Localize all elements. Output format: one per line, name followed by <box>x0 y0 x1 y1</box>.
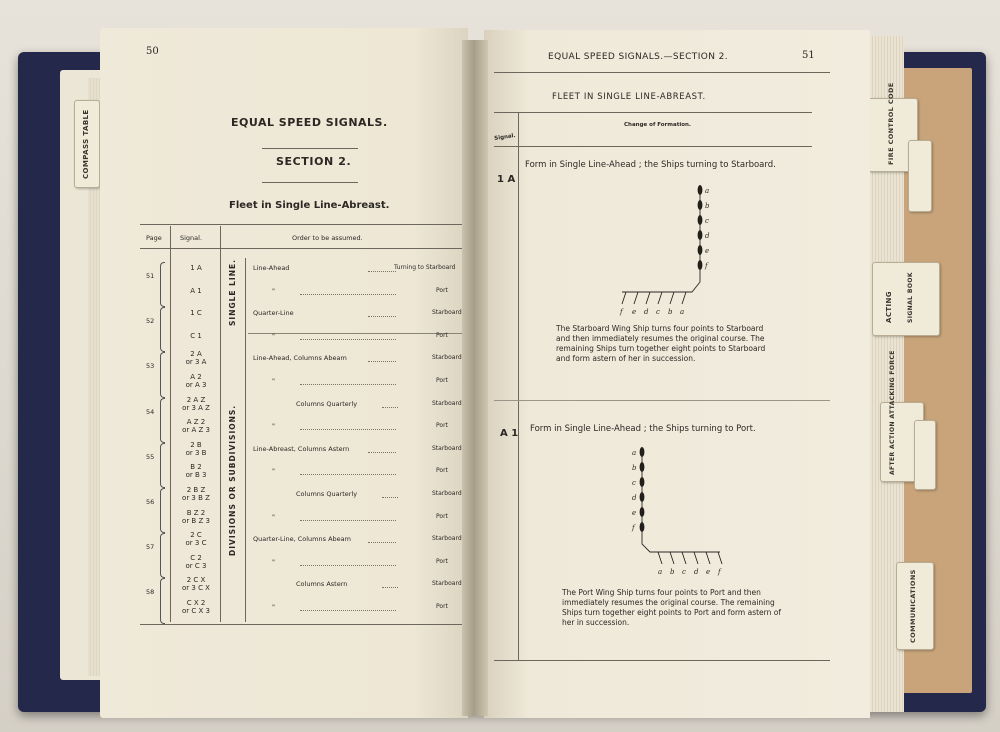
row-pair-brace <box>160 262 165 307</box>
column-rule <box>245 258 246 622</box>
dot-leader <box>300 429 396 430</box>
rule <box>262 182 358 183</box>
page-ref-cell: 58 <box>146 588 155 597</box>
track-line <box>622 186 700 292</box>
order-cell: " <box>272 331 275 340</box>
dot-leader <box>368 452 396 453</box>
track-line <box>642 448 720 552</box>
table-top-rule <box>140 224 462 225</box>
signal-cell: 2 C X or 3 C X <box>182 576 210 593</box>
page-ref-cell: 54 <box>146 407 155 416</box>
entry-heading: Form in Single Line-Ahead ; the Ships turning to Port. <box>530 424 756 434</box>
dot-leader <box>300 474 396 475</box>
signal-column-header: Signal. <box>494 133 517 142</box>
left-page <box>100 28 468 718</box>
table-header-rule <box>140 248 462 249</box>
track-line <box>718 552 722 564</box>
tab-communications[interactable] <box>896 562 934 650</box>
order-cell: Columns Quarterly <box>296 399 358 408</box>
track-line <box>706 552 710 564</box>
page-subtitle: Fleet in Single Line-Abreast. <box>229 200 390 211</box>
order-cell: Quarter-Line <box>253 309 294 318</box>
row-pair-brace <box>160 398 165 443</box>
rule <box>494 112 812 113</box>
signal-cell: A Z 2 or A Z 3 <box>182 418 210 435</box>
dot-leader <box>300 610 396 611</box>
row-pair-brace <box>160 533 165 578</box>
ship-label: f <box>620 308 623 316</box>
column-rule <box>220 226 221 622</box>
column-rule <box>170 226 171 622</box>
ship-label: c <box>705 217 709 225</box>
ship-label: c <box>656 308 660 316</box>
page-ref-cell: 56 <box>146 498 155 506</box>
tab-label: ACTING <box>885 291 893 323</box>
signal-cell: A 1 <box>190 286 202 295</box>
signal-cell: 2 B or 3 B <box>185 440 207 457</box>
turn-cell: Port <box>436 286 448 294</box>
order-cell: " <box>272 467 275 476</box>
ship-label: e <box>632 509 637 517</box>
turn-cell: Port <box>436 377 448 384</box>
signal-cell: C 2 or C 3 <box>185 553 207 570</box>
column-rule <box>518 113 519 661</box>
rule <box>494 146 812 147</box>
header-signal: Signal. <box>180 234 203 242</box>
dot-leader <box>382 407 398 408</box>
order-cell: " <box>272 557 275 566</box>
track-line <box>682 292 686 304</box>
signal-cell: B 2 or B 3 <box>185 463 207 480</box>
caption-line: and then immediately resumes the original course. The <box>556 334 765 343</box>
dot-leader <box>368 542 396 543</box>
ship-label: f <box>705 262 708 270</box>
entry-caption <box>556 324 765 364</box>
tab-label: AFTER ACTION ATTACKING FORCE <box>889 350 896 475</box>
turn-cell: Port <box>436 603 448 610</box>
dot-leader <box>300 339 396 340</box>
page-ref-cell: 52 <box>146 317 155 326</box>
track-line <box>670 552 674 564</box>
fleet-subheader: FLEET IN SINGLE LINE-ABREAST. <box>552 92 706 102</box>
signal-cell: 2 A or 3 A <box>185 350 207 367</box>
ship-label: b <box>668 308 673 316</box>
dot-leader <box>300 520 396 521</box>
signal-cell: 2 C or 3 C <box>185 531 207 548</box>
dot-leader <box>368 361 396 362</box>
order-cell: " <box>272 603 275 611</box>
ship-label: a <box>680 308 685 316</box>
ship-label: e <box>705 247 710 255</box>
signal-cell: 1 C <box>190 309 202 318</box>
page-number-right: 51 <box>802 50 815 61</box>
order-cell: Quarter-Line, Columns Abeam <box>253 535 351 544</box>
turn-cell: Port <box>436 467 448 475</box>
entry-heading: Form in Single Line-Ahead ; the Ships turning to Starboard. <box>525 160 776 170</box>
rule <box>494 660 830 661</box>
table-bottom-rule <box>140 624 462 625</box>
rule <box>262 148 358 149</box>
caption-line: remaining Ships turn together eight points to Starboard <box>556 344 766 353</box>
tab-small-2[interactable] <box>914 420 936 490</box>
page-number-left: 50 <box>146 46 159 57</box>
group-label-divisions: DIVISIONS OR SUBDIVISIONS. <box>228 404 237 556</box>
caption-line: Ships turn together eight points to Port and form astern of <box>562 608 781 617</box>
order-cell: " <box>272 377 275 385</box>
page-ref-cell: 57 <box>146 543 155 552</box>
turn-cell: Starboard <box>432 535 462 543</box>
section-title: SECTION 2. <box>276 155 352 168</box>
signal-cell: A 2 or A 3 <box>185 373 207 389</box>
dot-leader <box>300 294 396 295</box>
caption-line: her in succession. <box>562 618 630 627</box>
order-cell: " <box>272 286 275 295</box>
ship-label: d <box>694 568 699 576</box>
ship-label: d <box>632 494 637 502</box>
caption-line: The Starboard Wing Ship turns four points to Starboard <box>556 324 764 333</box>
tab-acting[interactable] <box>872 262 940 336</box>
turn-cell: Starboard <box>432 354 462 362</box>
order-cell: Line-Abreast, Columns Astern <box>253 444 350 453</box>
track-line <box>658 292 662 304</box>
tab-label: SIGNAL BOOK <box>907 272 914 323</box>
caption-line: immediately resumes the original course. The remaining <box>562 598 775 607</box>
row-pair-brace <box>160 352 165 397</box>
compass-table-tab[interactable] <box>74 100 100 188</box>
dot-leader <box>382 497 398 498</box>
ship-label: d <box>705 232 710 240</box>
ship-label: a <box>705 187 710 195</box>
ship-label: a <box>658 568 663 576</box>
page-ref-cell: 55 <box>146 452 155 461</box>
tab-small-1[interactable] <box>908 140 932 212</box>
group-label-single-line: SINGLE LINE. <box>228 259 237 326</box>
ship-label: c <box>682 568 686 576</box>
change-column-header: Change of Formation. <box>624 122 692 128</box>
ship-label: c <box>632 479 636 487</box>
turn-cell: Port <box>436 512 448 520</box>
ship-label: b <box>632 464 637 472</box>
turn-cell: Starboard <box>432 444 462 452</box>
ship-label: b <box>705 202 710 210</box>
row-pair-brace <box>160 578 165 623</box>
order-cell: Columns Astern <box>296 580 348 589</box>
row-pair-brace <box>160 443 165 488</box>
signal-cell: 2 B Z or 3 B Z <box>182 486 210 502</box>
row-pair-brace <box>160 488 165 533</box>
book-gutter <box>462 40 488 716</box>
turn-cell: Starboard <box>432 580 462 588</box>
header-page: Page <box>146 234 162 242</box>
header-order: Order to be assumed. <box>292 234 363 242</box>
dot-leader <box>300 565 396 566</box>
row-pair-brace <box>160 307 165 352</box>
caption-line: The Port Wing Ship turns four points to Port and then <box>562 588 761 597</box>
turn-cell: Port <box>436 331 448 339</box>
signal-cell: B Z 2 or B Z 3 <box>182 508 210 525</box>
tab-label: COMMUNICATIONS <box>909 569 917 643</box>
turn-cell: Turning to Starboard <box>394 264 456 271</box>
entry-signal: 1 A <box>497 174 516 185</box>
formation-diagram-starboard <box>600 180 730 320</box>
ship-label: e <box>706 568 711 576</box>
ship-label: f <box>718 568 721 576</box>
entry-caption <box>562 588 781 628</box>
page-ref-cell: 53 <box>146 362 155 371</box>
signal-cell: C X 2 or C X 3 <box>182 599 210 615</box>
order-cell: Columns Quarterly <box>296 490 358 498</box>
turn-cell: Starboard <box>432 399 462 407</box>
caption-line: and form astern of her in succession. <box>556 354 696 363</box>
ship-label: f <box>632 524 635 532</box>
track-line <box>658 552 662 564</box>
order-cell: " <box>272 512 275 521</box>
tab-label: FIRE CONTROL CODE <box>887 82 895 165</box>
dot-leader <box>382 587 398 588</box>
dot-leader <box>368 271 396 272</box>
signal-cell: C 1 <box>190 331 202 340</box>
turn-cell: Port <box>436 557 448 565</box>
track-line <box>682 552 686 564</box>
ship-label: d <box>644 308 649 316</box>
ship-label: e <box>632 308 637 316</box>
turn-cell: Starboard <box>432 309 462 317</box>
order-cell: " <box>272 422 275 431</box>
tab-label: COMPASS TABLE <box>82 109 90 179</box>
rule <box>494 72 830 73</box>
running-header: EQUAL SPEED SIGNALS.—SECTION 2. <box>548 52 729 62</box>
track-line <box>634 292 638 304</box>
formation-diagram-port <box>612 440 752 582</box>
track-line <box>622 292 626 304</box>
group-divider <box>248 333 462 334</box>
dot-leader <box>300 384 396 385</box>
turn-cell: Starboard <box>432 490 462 497</box>
turn-cell: Port <box>436 422 448 430</box>
page-title: EQUAL SPEED SIGNALS. <box>231 116 388 129</box>
ship-label: a <box>632 449 637 457</box>
track-line <box>694 552 698 564</box>
entry-divider <box>494 400 830 401</box>
order-cell: Line-Ahead, Columns Abeam <box>253 354 347 363</box>
dot-leader <box>368 316 396 317</box>
ship-label: b <box>670 568 675 576</box>
signal-cell: 2 A Z or 3 A Z <box>182 395 210 412</box>
track-line <box>670 292 674 304</box>
entry-signal: A 1 <box>500 428 519 439</box>
order-cell: Line-Ahead <box>253 264 290 272</box>
signal-cell: 1 A <box>190 264 202 272</box>
page-ref-cell: 51 <box>146 272 155 280</box>
track-line <box>646 292 650 304</box>
